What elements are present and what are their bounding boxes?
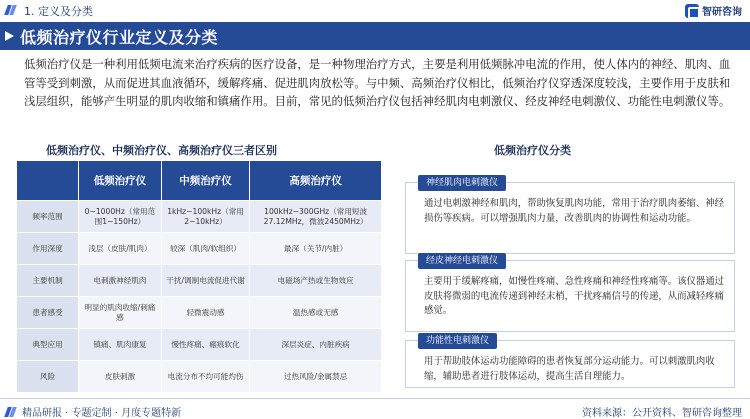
table-cell: 0~1000Hz（常用范围1~150Hz） xyxy=(79,201,162,233)
footer-marker-icon xyxy=(6,407,18,417)
category-desc: 通过电刺激神经和肌肉，帮助恢复肌肉功能，常用于治疗肌肉萎缩、神经损伤等疾病。可以增强肌肉力量，改善肌肉的协调性和运动功能。 xyxy=(424,198,725,224)
row-header: 典型应用 xyxy=(17,329,79,361)
footer-tagline-text: 精品研报 · 专题定制 · 月度专题特新 xyxy=(22,408,182,419)
comparison-table xyxy=(16,160,382,393)
section-marker-icon xyxy=(6,5,18,15)
table-cell: 深层炎症、内脏疾病 xyxy=(250,329,382,361)
table-cell: 明显的肌肉收缩/刺痛感 xyxy=(79,297,162,329)
table-cell: 较深（肌肉/软组织） xyxy=(161,233,249,265)
table-row xyxy=(17,265,382,297)
category-name: 功能性电刺激仪 xyxy=(418,333,497,349)
table-row xyxy=(17,361,382,393)
table-cell: 电磁场产热或生物效应 xyxy=(250,265,382,297)
category-card-nmes xyxy=(405,178,735,254)
table-header-cell: 低频治疗仪 xyxy=(79,161,162,201)
title-arrow-icon xyxy=(5,31,14,41)
category-name: 神经肌肉电刺激仪 xyxy=(418,175,506,191)
row-header: 频率范围 xyxy=(17,201,79,233)
table-cell: 电刺激神经肌肉 xyxy=(79,265,162,297)
table-header-cell: 中频治疗仪 xyxy=(161,161,249,201)
row-header: 风险 xyxy=(17,361,79,393)
table-cell: 温热感或无感 xyxy=(250,297,382,329)
table-cell: 电流分布不均可能灼伤 xyxy=(161,361,249,393)
row-header: 作用深度 xyxy=(17,233,79,265)
category-card-fes xyxy=(405,336,735,388)
table-cell: 镇痛、肌肉康复 xyxy=(79,329,162,361)
table-cell: 最深（关节/内脏） xyxy=(250,233,382,265)
row-header: 主要机制 xyxy=(17,265,79,297)
table-cell: 皮肤刺激 xyxy=(79,361,162,393)
footer-tagline xyxy=(6,404,181,419)
row-header: 患者感受 xyxy=(17,297,79,329)
title-bar xyxy=(0,22,750,50)
table-cell: 慢性疼痛、瘢痕软化 xyxy=(161,329,249,361)
section-label: 1. 定义及分类 xyxy=(24,5,93,18)
category-desc: 用于帮助肢体运动功能障碍的患者恢复部分运动能力。可以刺激肌肉收缩，辅助患者进行肢体运动，提高生活自理能力。 xyxy=(424,356,715,382)
top-bar xyxy=(0,0,750,20)
table-cell: 过热风险/金属禁忌 xyxy=(250,361,382,393)
table-row xyxy=(17,233,382,265)
table-row xyxy=(17,329,382,361)
table-row xyxy=(17,297,382,329)
category-desc: 主要用于缓解疼痛，如慢性疼痛、急性疼痛和神经性疼痛等。该仪器通过皮肤将微弱的电流传递到神经末梢，干扰疼痛信号的传递，从而减轻疼痛感觉。 xyxy=(424,276,725,316)
footer-divider xyxy=(0,398,750,399)
comparison-title: 低频治疗仪、中频治疗仪、高频治疗仪三者区别 xyxy=(46,144,277,157)
logo-icon xyxy=(685,4,699,18)
table-cell: 100kHz~300GHz（常用短波27.12MHz，微波2450MHz） xyxy=(250,201,382,233)
table-cell: 轻微震动感 xyxy=(161,297,249,329)
footer-source: 资料来源：公开资料、智研咨询整理 xyxy=(582,408,742,419)
table-cell: 1kHz~100kHz（常用2~10kHz） xyxy=(161,201,249,233)
logo-text: 智研咨询 xyxy=(702,7,742,18)
intro-paragraph: 低频治疗仪是一种利用低频电流来治疗疾病的医疗设备，是一种物理治疗方式，主要是利用低频脉冲电流的作用，使人体内的神经、肌肉、血管等受到刺激，从而促进其血液循环，缓解疼痛、促进肌肉放松等。与中频、高频治疗仪相比，低频治疗仪穿透深度较浅，主要作用于皮肤和浅层组织，能够产生明显的肌肉收缩和镇痛作用。目前，常见的低频治疗仪包括神经肌肉电刺激仪、经皮神经电刺激仪、功能性电刺激仪等。 xyxy=(24,57,731,108)
table-header-cell: 高频治疗仪 xyxy=(250,161,382,201)
classification-title: 低频治疗仪分类 xyxy=(494,144,571,157)
page-title: 低频治疗仪行业定义及分类 xyxy=(20,28,219,47)
category-name: 经皮神经电刺激仪 xyxy=(418,253,506,269)
table-row xyxy=(17,201,382,233)
brand-logo xyxy=(685,3,742,18)
table-header-cell xyxy=(17,161,79,201)
category-card-tens xyxy=(405,256,735,332)
table-header-row xyxy=(17,161,382,201)
table-cell: 浅层（皮肤/肌肉） xyxy=(79,233,162,265)
table-cell: 干扰/调制电流促进代谢 xyxy=(161,265,249,297)
